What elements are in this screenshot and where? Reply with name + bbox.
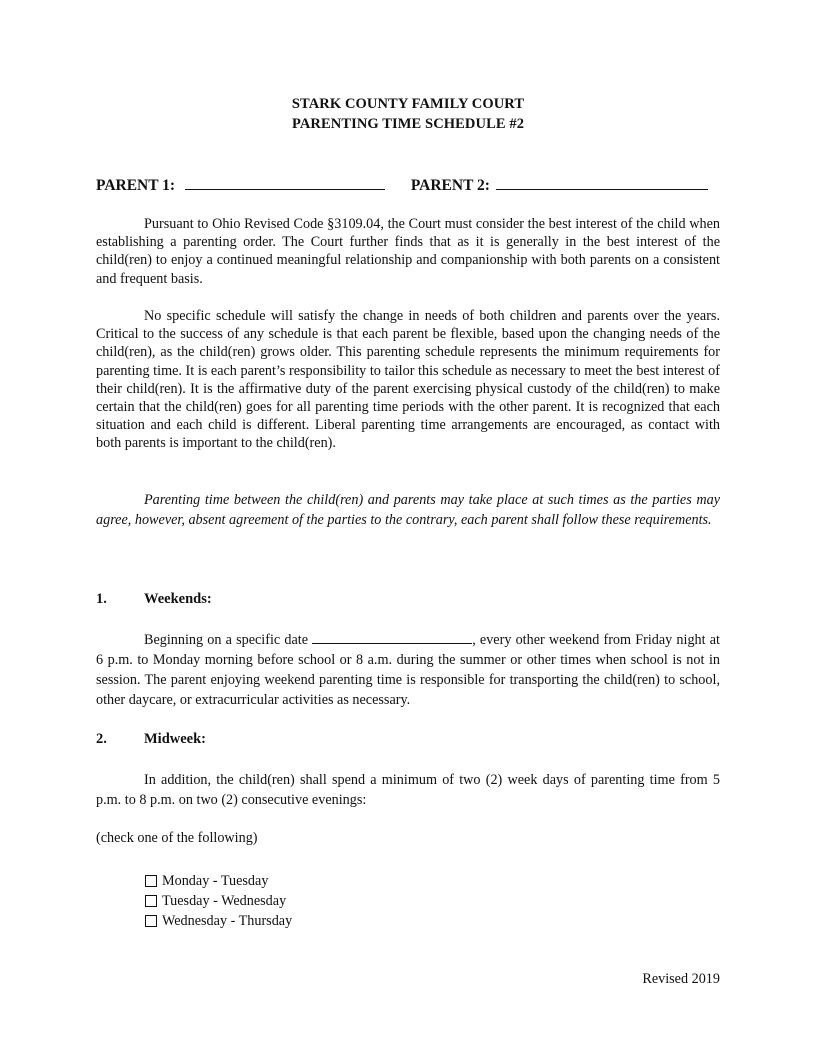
option-wednesday-thursday[interactable] bbox=[145, 911, 292, 931]
weekends-paragraph bbox=[96, 630, 720, 710]
schedule-title: PARENTING TIME SCHEDULE #2 bbox=[291, 116, 525, 132]
intro-paragraph-1: Pursuant to Ohio Revised Code §3109.04, the Court must consider the best interest of the child when establishing a parenting order. The Court further finds that as it is generally in the best interest of the child(ren) to enjoy a continued meaningful relationship and companionship with both parents on a consistent and frequent basis. bbox=[96, 216, 720, 287]
check-instruction: (check one of the following) bbox=[96, 830, 258, 846]
option-label: Wednesday - Thursday bbox=[162, 912, 293, 929]
option-monday-tuesday[interactable] bbox=[145, 871, 292, 891]
intro-paragraph-2: No specific schedule will satisfy the change in needs of both children and parents over the years. Critical to the success of any schedule is that each parent be flexible, based upon the changing needs of the child(ren), as the child(ren) grows older. This parenting schedule represents the minimum requirements for parenting time. It is each parent’s responsibility to tailor this schedule as necessary to meet the best interest of their child(ren). It is the affirmative duty of the parent exercising physical custody of the child(ren) to make certain that the child(ren) goes for all parenting time periods with the other parent. It is recognized that each situation and each child is different. Liberal parenting time arrangements are encouraged, as contact with both parents is important to the child(ren). bbox=[96, 308, 720, 452]
court-title: STARK COUNTY FAMILY COURT bbox=[291, 96, 525, 112]
weekends-text-before: Beginning on a specific date bbox=[144, 632, 313, 648]
checkbox-icon[interactable] bbox=[145, 875, 157, 887]
parents-line bbox=[96, 176, 736, 195]
midweek-paragraph: In addition, the child(ren) shall spend a minimum of two (2) week days of parenting time from 5 p.m. to 8 p.m. on two (2) consecutive evenings: bbox=[96, 772, 720, 808]
option-tuesday-wednesday[interactable] bbox=[145, 891, 292, 911]
parent2-field[interactable] bbox=[496, 176, 708, 190]
start-date-field[interactable] bbox=[312, 631, 472, 644]
weekends-title: Weekends: bbox=[144, 591, 212, 607]
weekends-number: 1. bbox=[96, 591, 107, 607]
midweek-number: 2. bbox=[96, 731, 107, 747]
midweek-options bbox=[145, 871, 292, 931]
parent1-label: PARENT 1: bbox=[96, 177, 176, 194]
option-label: Monday - Tuesday bbox=[162, 872, 269, 889]
revision-note: Revised 2019 bbox=[642, 971, 720, 987]
parent2-label: PARENT 2: bbox=[410, 177, 490, 194]
checkbox-icon[interactable] bbox=[145, 915, 157, 927]
option-label: Tuesday - Wednesday bbox=[162, 892, 287, 909]
weekends-text-after: , every other weekend from Friday night at 6 p.m. to Monday morning before school or 8 a.m. during the summer or other times when school is not in session. The parent enjoying weekend parenting time is responsible for transporting the child(ren) to school, other daycare, or extracurricular activities as necessary. bbox=[96, 632, 720, 708]
midweek-heading bbox=[96, 731, 206, 748]
checkbox-icon[interactable] bbox=[145, 895, 157, 907]
weekends-heading bbox=[96, 591, 212, 608]
intro-paragraph-3: Parenting time between the child(ren) and parents may take place at such times as the parties may agree, however, absent agreement of the parties to the contrary, each parent shall follow these requirements. bbox=[96, 492, 720, 529]
midweek-title: Midweek: bbox=[144, 731, 207, 747]
parent1-field[interactable] bbox=[185, 176, 385, 190]
